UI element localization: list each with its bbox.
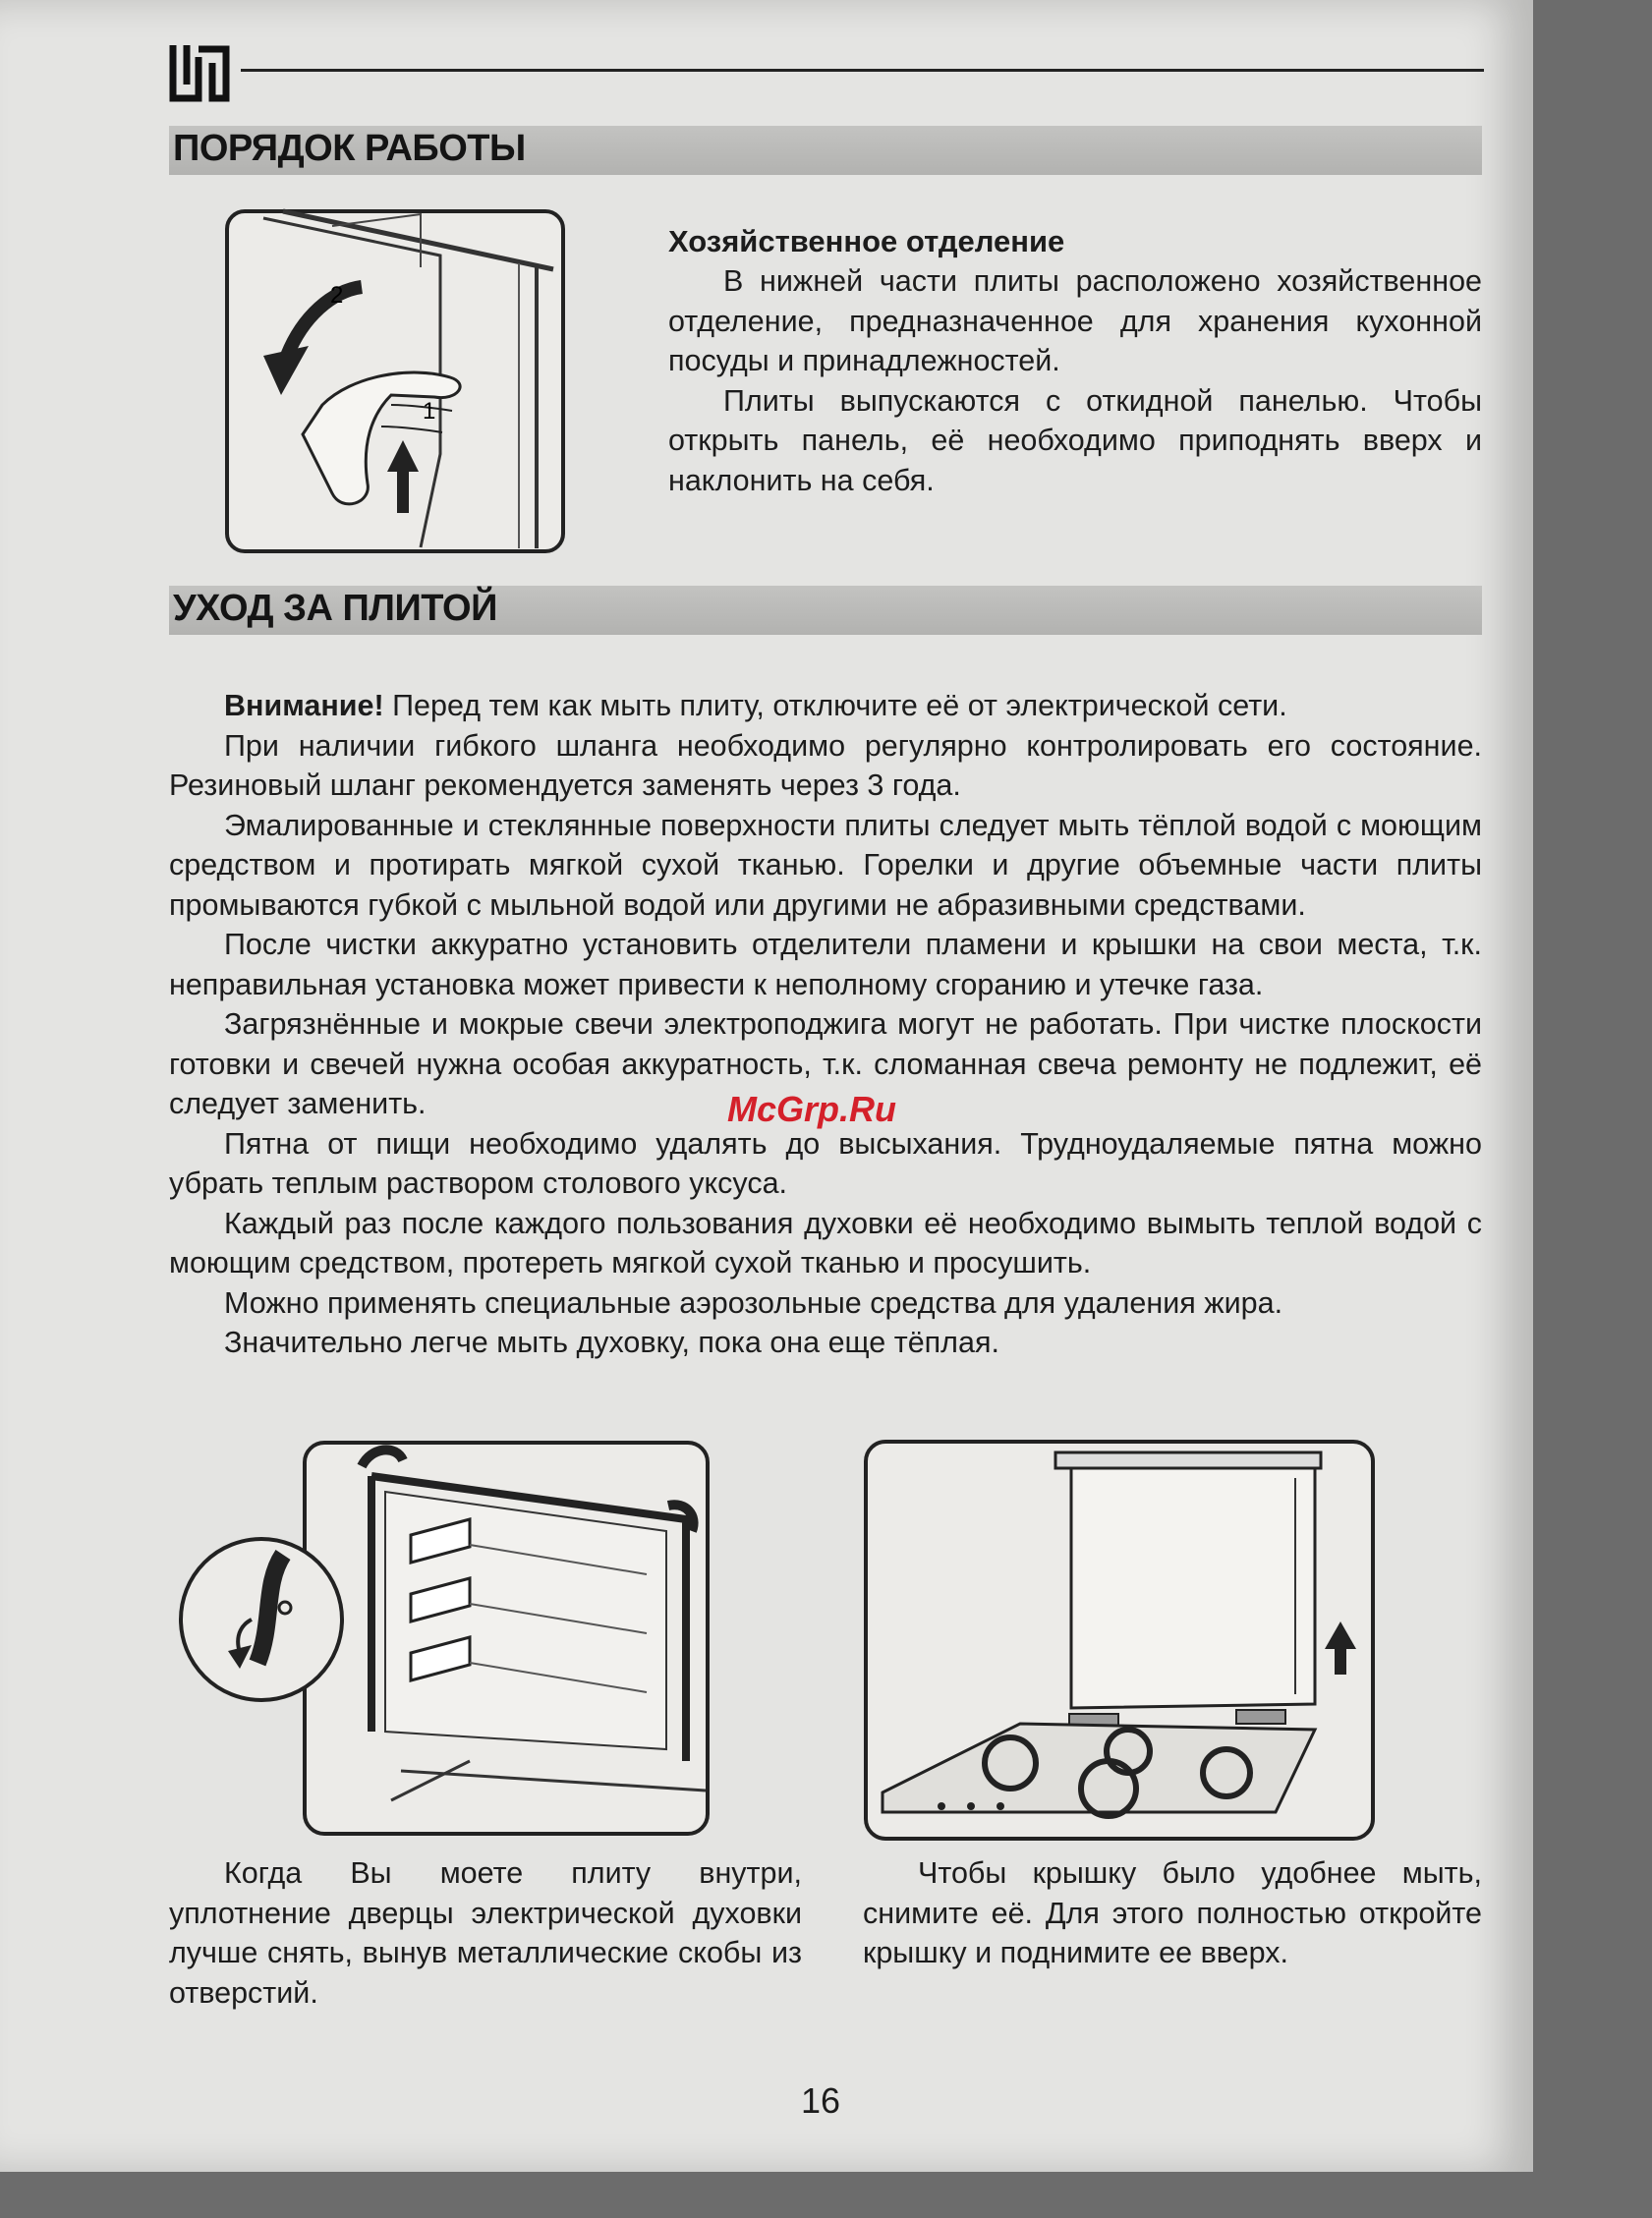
watermark: McGrp.Ru [727,1089,897,1129]
care-paragraph: Можно применять специальные аэрозольные средства для удаления жира. [224,1285,1283,1320]
section-title-operation: ПОРЯДОК РАБОТЫ [173,128,526,169]
storage-subtitle: Хозяйственное отделение [668,224,1065,258]
caption-text: Чтобы крышку было удобнее мыть, снимите её. Для этого полностью откройте крышку и поднимите ее вверх. [863,1856,1482,1969]
brand-logo-icon [169,39,232,104]
svg-text:1: 1 [423,398,436,425]
section-title-care: УХОД ЗА ПЛИТОЙ [173,588,497,629]
oven-seal-illustration [175,1437,715,1840]
storage-paragraph: Плиты выпускаются с откидной панелью. Чтобы открыть панель, её необходимо приподнять вверх и наклонить на себя. [668,383,1482,497]
caption-oven-seal [169,1853,802,2013]
caption-text: Когда Вы моете плиту внутри, уплотнение дверцы электрической духовки лучше снять, вынув металлические скобы из отверстий. [169,1856,802,2010]
care-paragraph: Каждый раз после каждого пользования духовки её необходимо вымыть теплой водой с моющим средством, протереть мягкой сухой тканью и просушить. [169,1206,1482,1280]
storage-paragraph: В нижней части плиты расположено хозяйственное отделение, предназначенное для хранения кухонной посуды и принадлежностей. [668,264,1482,377]
storage-text [668,261,1482,500]
warning-paragraph [169,686,1482,726]
care-paragraph: После чистки аккуратно установить отделители пламени и крышки на свои места, т.к. неправильная установка может привести к неполному сгоранию и утечке газа. [169,928,1482,1001]
warning-label: Внимание! [224,689,384,722]
page-number: 16 [801,2080,841,2121]
warning-text: Перед тем как мыть плиту, отключите её от электрической сети. [383,689,1287,722]
care-paragraph: Загрязнённые и мокрые свечи электроподжига могут не работать. При чистке плоскости готовки и свечей нужна особая аккуратность, т.к. сломанная свеча ремонту не подлежит, её следует заменить. [169,1007,1482,1120]
care-paragraph: Пятна от пищи необходимо удалять до высыхания. Трудноудаляемые пятна можно убрать теплым раствором столового уксуса. [169,1126,1482,1200]
svg-text:2: 2 [330,282,344,309]
header-rule [241,69,1484,72]
care-paragraph: При наличии гибкого шланга необходимо регулярно контролировать его состояние. Резиновый шланг рекомендуется заменять через 3 года. [169,728,1482,802]
caption-cooktop-lid [863,1853,1482,1973]
storage-panel-illustration [224,208,566,554]
care-text [169,686,1482,1363]
cooktop-lid-illustration [863,1439,1376,1842]
care-paragraph: Эмалированные и стеклянные поверхности плиты следует мыть тёплой водой с моющим средством и протирать мягкой сухой тканью. Горелки и другие объемные части плиты промываются губкой с мыльной водой или другими не абразивными средствами. [169,808,1482,922]
care-paragraph: Значительно легче мыть духовку, пока она еще тёплая. [224,1326,999,1359]
